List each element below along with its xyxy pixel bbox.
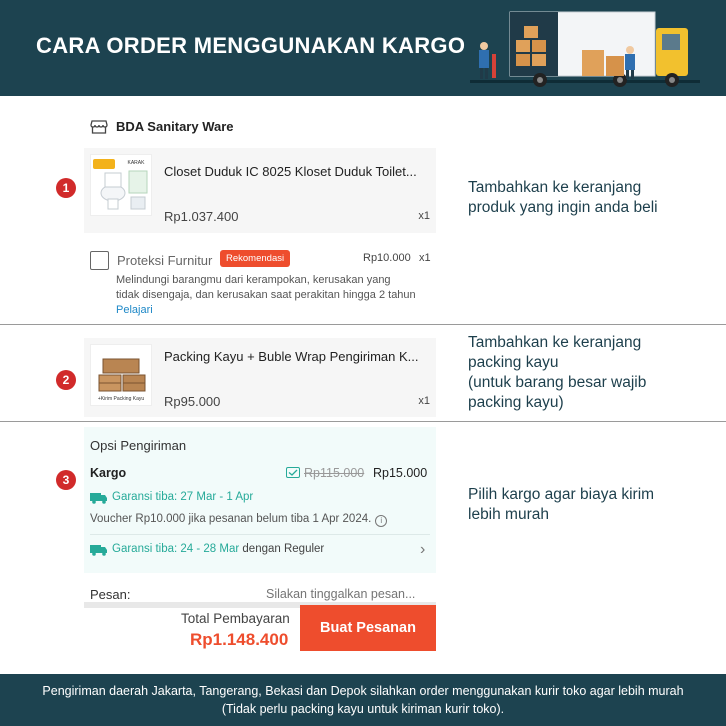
instruction-line: Tambahkan ke keranjang <box>468 179 642 196</box>
thumbnail-brand-text: KARAK <box>127 160 145 166</box>
regular-guarantee-suffix: dengan Reguler <box>239 543 325 555</box>
voucher-text: Voucher Rp10.000 jika pesanan belum tiba 1 Apr 2024. <box>90 513 372 525</box>
shipping-options-heading: Opsi Pengiriman <box>90 438 187 453</box>
protection-quantity: x1 <box>419 252 431 264</box>
delivery-guarantee-regular[interactable] <box>112 543 324 555</box>
product-title[interactable]: Closet Duduk IC 8025 Kloset Duduk Toilet... <box>164 164 417 179</box>
instruction-line: Tambahkan ke keranjang <box>468 334 642 351</box>
wood-crate-image-icon <box>91 345 151 405</box>
step-badge-1: 1 <box>56 178 76 198</box>
recommendation-badge: Rekomendasi <box>220 250 290 267</box>
place-order-button[interactable]: Buat Pesanan <box>300 605 436 651</box>
store-name: BDA Sanitary Ware <box>116 119 234 134</box>
instruction-step-2 <box>468 333 646 413</box>
delivery-truck-icon <box>90 492 108 504</box>
shipping-voucher-icon <box>286 467 300 478</box>
instruction-line: produk yang ingin anda beli <box>468 199 658 216</box>
protection-price: Rp10.000 <box>363 252 411 264</box>
learn-more-link[interactable]: Pelajari <box>116 304 153 316</box>
regular-guarantee-text: Garansi tiba: 24 - 28 Mar <box>112 543 240 555</box>
shipping-divider <box>90 534 430 535</box>
shipping-option-kargo[interactable]: Kargo <box>90 466 127 480</box>
page-title: CARA ORDER MENGGUNAKAN KARGO <box>36 33 466 58</box>
step-badge-3: 3 <box>56 470 76 490</box>
product-price: Rp95.000 <box>164 394 221 409</box>
instruction-line: (untuk barang besar wajib <box>468 374 647 391</box>
footer-note-line-2: (Tidak perlu packing kayu untuk kiriman kurir toko). <box>221 702 505 716</box>
header-banner <box>0 0 726 96</box>
product-title[interactable]: Packing Kayu + Buble Wrap Pengiriman K... <box>164 349 419 364</box>
instruction-line: Pilih kargo agar biaya kirim <box>468 486 655 503</box>
store-header[interactable] <box>90 119 234 134</box>
thumbnail-caption-text: +Kirim Packing Kayu <box>97 396 145 402</box>
protection-title: Proteksi Furnitur <box>117 253 213 268</box>
late-delivery-voucher-note <box>90 513 387 527</box>
original-shipping-price: Rp115.000 <box>304 466 365 480</box>
product-quantity: x1 <box>418 210 430 222</box>
footer-note-line-1: Pengiriman daerah Jakarta, Tangerang, Bekasi dan Depok silahkan order menggunakan kurir toko agar lebih murah <box>42 684 684 698</box>
message-input[interactable] <box>266 587 436 601</box>
product-card-2[interactable] <box>84 338 436 417</box>
message-label: Pesan: <box>90 587 131 602</box>
instruction-step-1 <box>468 178 658 218</box>
protection-checkbox[interactable] <box>90 251 109 270</box>
footer-banner <box>0 674 726 726</box>
total-payment-value: Rp1.148.400 <box>190 630 289 649</box>
product-card-1[interactable] <box>84 148 436 233</box>
instruction-line: lebih murah <box>468 506 549 523</box>
step-badge-2: 2 <box>56 370 76 390</box>
instruction-step-3 <box>468 485 654 525</box>
total-payment-label: Total Pembayaran <box>181 611 290 626</box>
protection-description-text: Melindungi barangmu dari kerampokan, kerusakan yang tidak disengaja, dan kerusakan saat perakitan hingga 2 tahun <box>116 274 416 301</box>
info-icon[interactable]: i <box>375 515 387 527</box>
protection-description <box>116 273 416 318</box>
product-price: Rp1.037.400 <box>164 209 239 224</box>
section-divider <box>0 421 726 422</box>
instruction-line: packing kayu <box>468 354 559 371</box>
truck-illustration-icon <box>470 6 700 90</box>
toilet-product-image-icon <box>91 155 151 215</box>
section-divider <box>0 324 726 325</box>
store-icon <box>90 120 108 134</box>
product-quantity: x1 <box>418 395 430 407</box>
chevron-right-icon[interactable]: › <box>420 541 426 558</box>
instruction-line: packing kayu) <box>468 394 564 411</box>
delivery-truck-icon <box>90 544 108 556</box>
delivery-guarantee-kargo: Garansi tiba: 27 Mar - 1 Apr <box>112 491 254 503</box>
product-thumbnail[interactable] <box>90 154 152 216</box>
discounted-shipping-price: Rp15.000 <box>373 466 428 480</box>
product-thumbnail[interactable] <box>90 344 152 406</box>
